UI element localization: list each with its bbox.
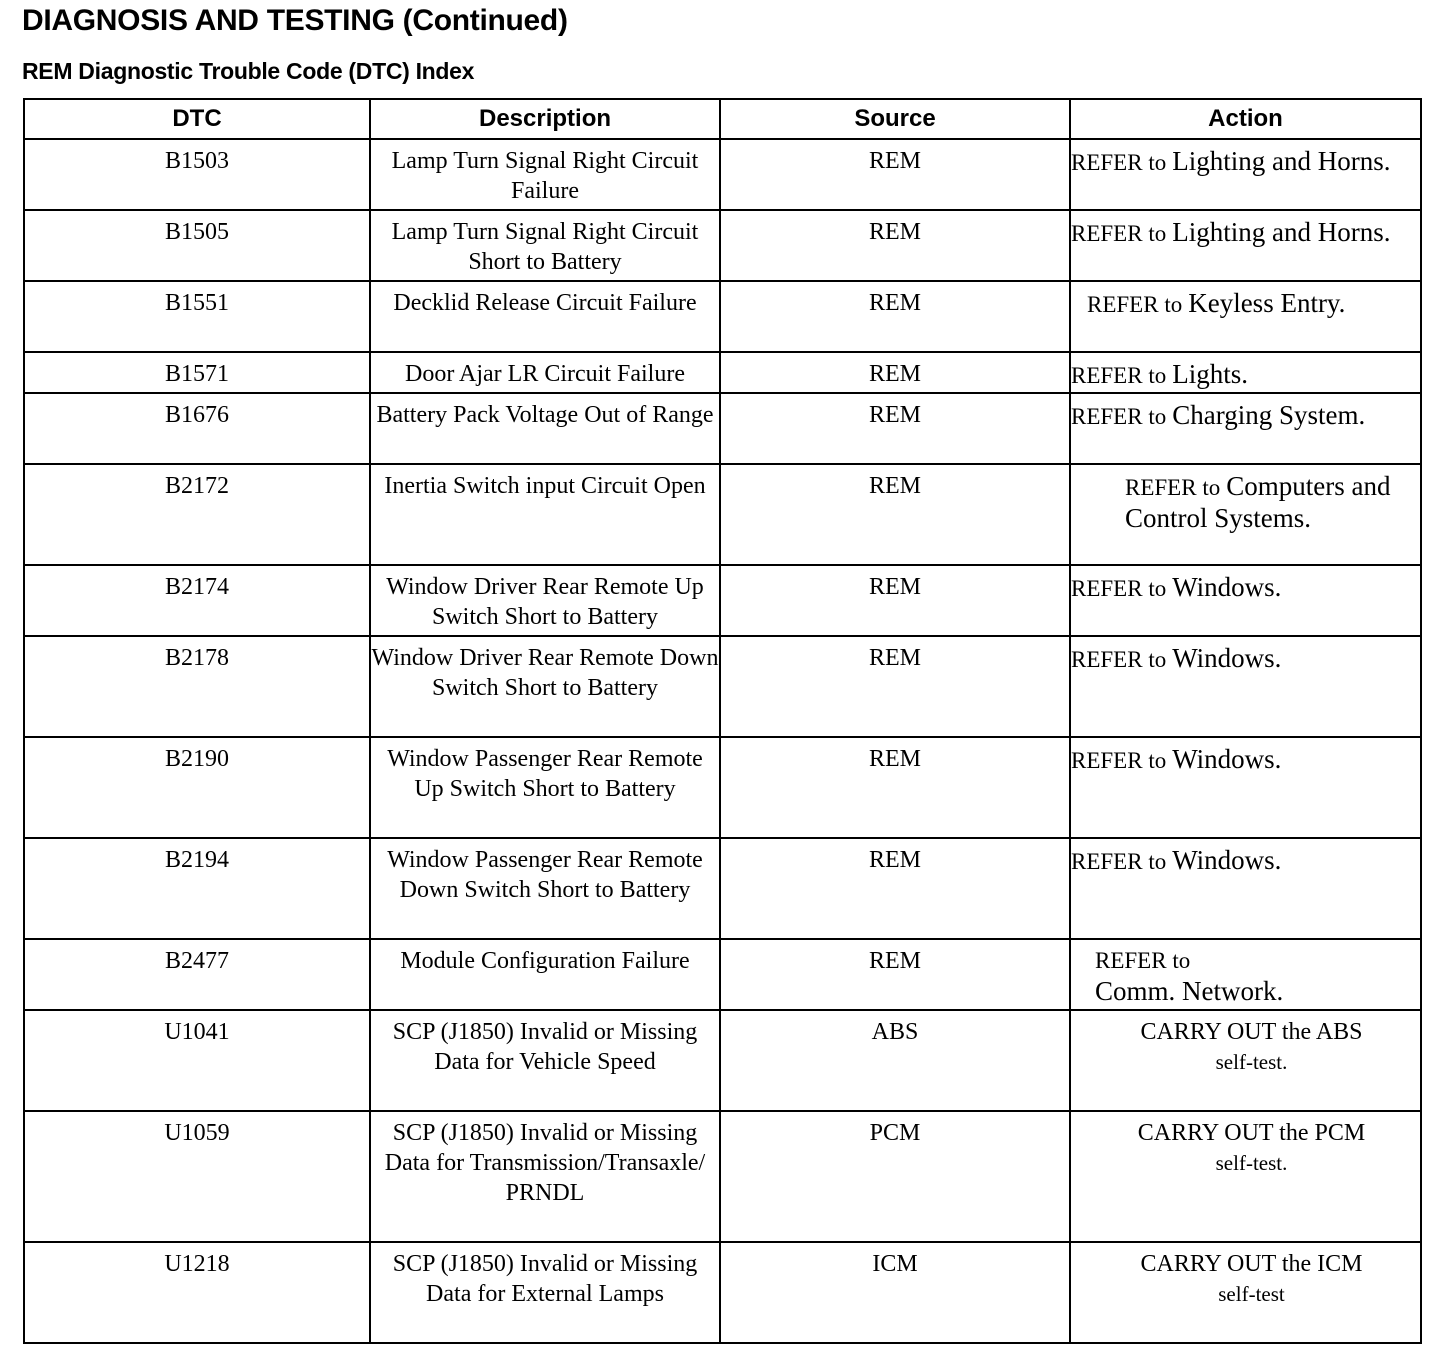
source-cell: ABS xyxy=(720,1010,1070,1111)
dtc-cell: U1218 xyxy=(24,1242,370,1343)
description-cell: Decklid Release Circuit Failure xyxy=(370,281,720,352)
table-row xyxy=(24,210,1421,281)
action-prefix: REFER to xyxy=(1071,748,1167,773)
table-row xyxy=(24,838,1421,939)
action-prefix: CARRY OUT the PCM xyxy=(1137,1120,1366,1146)
dtc-cell: B1505 xyxy=(24,210,370,281)
action-target: Windows. xyxy=(1172,744,1282,774)
action-prefix: REFER to xyxy=(1071,647,1167,672)
dtc-cell: B2178 xyxy=(24,636,370,737)
source-cell: REM xyxy=(720,838,1070,939)
description-cell: Lamp Turn Signal Right Circuit Failure xyxy=(370,139,720,210)
action-cell xyxy=(1070,737,1421,838)
action-cell xyxy=(1070,352,1421,393)
action-target: self-test xyxy=(1218,1282,1285,1306)
table-row xyxy=(24,737,1421,838)
action-target: Lighting and Horns. xyxy=(1172,217,1391,247)
action-prefix: REFER to xyxy=(1071,849,1167,874)
dtc-cell: B1676 xyxy=(24,393,370,464)
table-row xyxy=(24,464,1421,565)
source-cell: REM xyxy=(720,636,1070,737)
dtc-cell: B2190 xyxy=(24,737,370,838)
action-prefix: REFER to xyxy=(1071,363,1167,388)
description-cell: Window Driver Rear Remote Up Switch Short to Battery xyxy=(370,565,720,636)
column-header-action: Action xyxy=(1070,99,1421,139)
description-cell: Inertia Switch input Circuit Open xyxy=(370,464,720,565)
table-header-row xyxy=(24,99,1421,139)
description-cell: Module Configuration Failure xyxy=(370,939,720,1010)
dtc-index-table xyxy=(23,98,1422,1344)
source-cell: REM xyxy=(720,939,1070,1010)
dtc-cell: B1571 xyxy=(24,352,370,393)
column-header-description: Description xyxy=(370,99,720,139)
description-cell: SCP (J1850) Invalid or Missing Data for Vehicle Speed xyxy=(370,1010,720,1111)
table-row xyxy=(24,281,1421,352)
action-prefix: REFER to xyxy=(1071,404,1167,429)
dtc-cell: B2174 xyxy=(24,565,370,636)
action-cell xyxy=(1070,636,1421,737)
action-target: Charging System. xyxy=(1172,400,1366,430)
action-cell xyxy=(1070,210,1421,281)
action-target: Comm. Network. xyxy=(1095,976,1284,1006)
action-target: Computers and Control Systems. xyxy=(1125,471,1391,533)
column-header-dtc: DTC xyxy=(24,99,370,139)
action-target: Lights. xyxy=(1172,359,1248,389)
description-cell: Battery Pack Voltage Out of Range xyxy=(370,393,720,464)
table-row xyxy=(24,393,1421,464)
action-cell xyxy=(1070,565,1421,636)
action-target: Windows. xyxy=(1172,643,1282,673)
source-cell: REM xyxy=(720,393,1070,464)
source-cell: REM xyxy=(720,464,1070,565)
action-prefix: REFER to xyxy=(1071,221,1167,246)
action-prefix: CARRY OUT the ABS xyxy=(1140,1019,1363,1045)
action-prefix: REFER to xyxy=(1087,292,1183,317)
dtc-cell: B2194 xyxy=(24,838,370,939)
action-target: self-test. xyxy=(1215,1050,1288,1074)
table-row xyxy=(24,1111,1421,1242)
description-cell: Window Passenger Rear Remote Up Switch Short to Battery xyxy=(370,737,720,838)
action-cell xyxy=(1070,281,1421,352)
dtc-cell: B1551 xyxy=(24,281,370,352)
action-cell xyxy=(1070,1010,1421,1111)
source-cell: ICM xyxy=(720,1242,1070,1343)
action-cell xyxy=(1070,939,1421,1010)
action-prefix: REFER to xyxy=(1125,475,1221,500)
source-cell: REM xyxy=(720,281,1070,352)
action-cell xyxy=(1070,393,1421,464)
description-cell: Door Ajar LR Circuit Failure xyxy=(370,352,720,393)
description-cell: Window Passenger Rear Remote Down Switch Short to Battery xyxy=(370,838,720,939)
source-cell: REM xyxy=(720,737,1070,838)
action-target: Lighting and Horns. xyxy=(1172,146,1391,176)
action-target: Windows. xyxy=(1172,845,1282,875)
action-target: Windows. xyxy=(1172,572,1282,602)
action-prefix: CARRY OUT the ICM xyxy=(1140,1251,1363,1277)
dtc-cell: U1059 xyxy=(24,1111,370,1242)
source-cell: REM xyxy=(720,139,1070,210)
dtc-cell: B2172 xyxy=(24,464,370,565)
action-prefix: REFER to xyxy=(1071,150,1167,175)
action-target: Keyless Entry. xyxy=(1188,288,1346,318)
action-target: self-test. xyxy=(1215,1151,1288,1175)
table-row xyxy=(24,565,1421,636)
table-row xyxy=(24,139,1421,210)
dtc-cell: B1503 xyxy=(24,139,370,210)
action-prefix: REFER to xyxy=(1095,948,1191,973)
description-cell: Window Driver Rear Remote Down Switch Short to Battery xyxy=(370,636,720,737)
action-prefix: REFER to xyxy=(1071,576,1167,601)
table-row xyxy=(24,1010,1421,1111)
column-header-source: Source xyxy=(720,99,1070,139)
action-cell xyxy=(1070,464,1421,565)
section-title: REM Diagnostic Trouble Code (DTC) Index xyxy=(22,58,475,84)
action-cell xyxy=(1070,1242,1421,1343)
dtc-cell: U1041 xyxy=(24,1010,370,1111)
action-cell xyxy=(1070,139,1421,210)
page-title: DIAGNOSIS AND TESTING (Continued) xyxy=(22,4,568,37)
source-cell: REM xyxy=(720,210,1070,281)
table-row xyxy=(24,939,1421,1010)
source-cell: REM xyxy=(720,352,1070,393)
description-cell: SCP (J1850) Invalid or Missing Data for External Lamps xyxy=(370,1242,720,1343)
dtc-cell: B2477 xyxy=(24,939,370,1010)
action-cell xyxy=(1070,838,1421,939)
action-cell xyxy=(1070,1111,1421,1242)
table-row xyxy=(24,1242,1421,1343)
table-row xyxy=(24,636,1421,737)
source-cell: PCM xyxy=(720,1111,1070,1242)
description-cell: Lamp Turn Signal Right Circuit Short to Battery xyxy=(370,210,720,281)
description-cell: SCP (J1850) Invalid or Missing Data for Transmission/Transaxle/ PRNDL xyxy=(370,1111,720,1242)
source-cell: REM xyxy=(720,565,1070,636)
table-row xyxy=(24,352,1421,393)
